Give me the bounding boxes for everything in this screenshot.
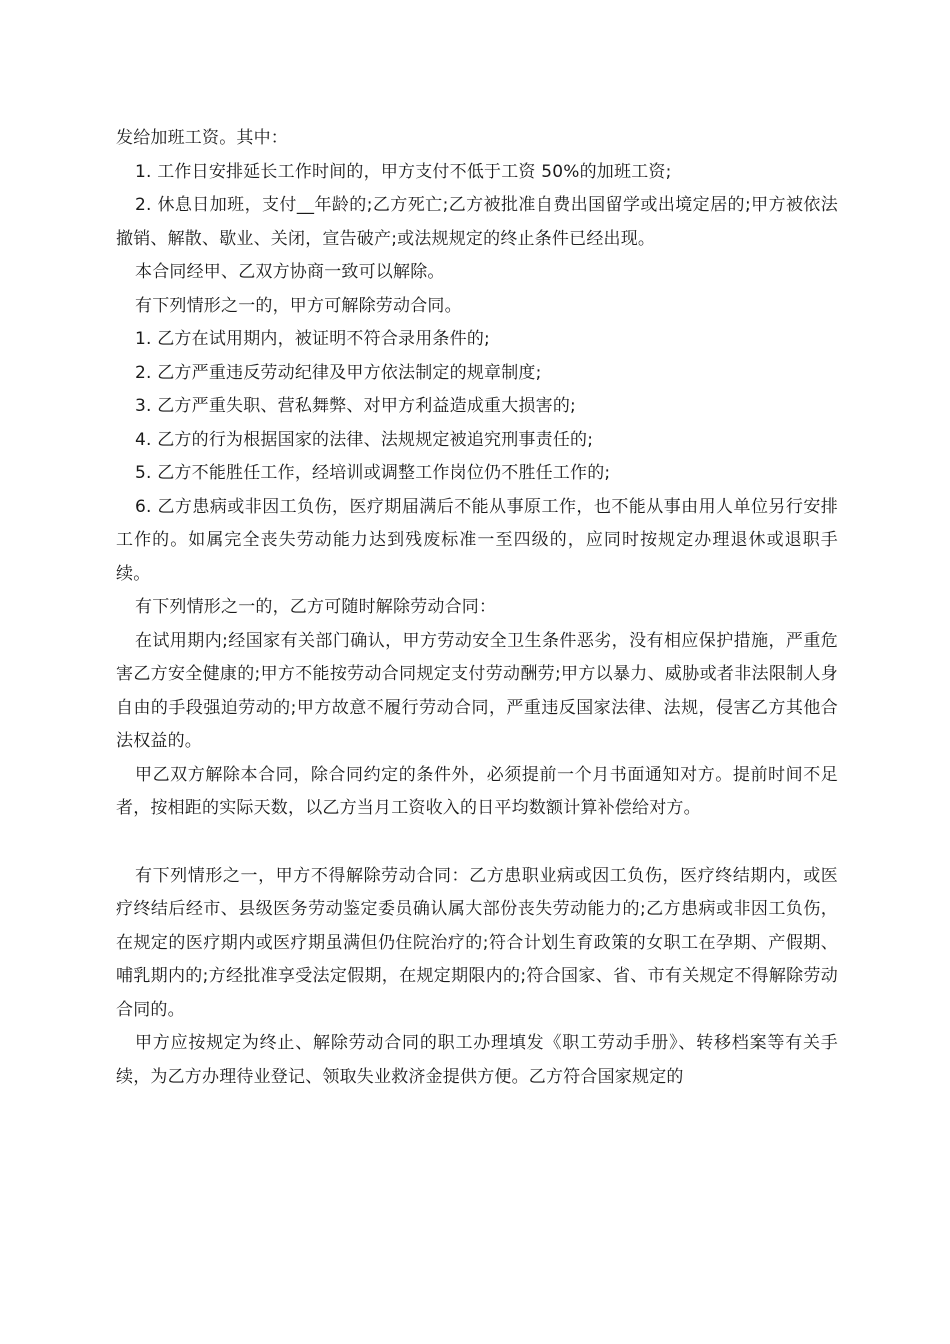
paragraph-employer-obligations: 甲方应按规定为终止、解除劳动合同的职工办理填发《职工劳动手册》、转移档案等有关手续，为乙方办理待业登记、领取失业救济金提供方便。乙方符合国家规定的 <box>116 1033 838 1087</box>
paragraph-employee-termination-heading: 有下列情形之一的，乙方可随时解除劳动合同： <box>135 597 497 617</box>
paragraph-mutual-termination: 本合同经甲、乙双方协商一致可以解除。 <box>135 262 445 282</box>
paragraph-employer-termination-1: 1. 乙方在试用期内，被证明不符合录用条件的; <box>135 329 490 349</box>
paragraph-employer-termination-3: 3. 乙方严重失职、营私舞弊、对甲方利益造成重大损害的; <box>135 396 576 416</box>
paragraph-employee-termination-conditions: 在试用期内;经国家有关部门确认，甲方劳动安全卫生条件恶劣，没有相应保护措施，严重危害乙方安全健康的;甲方不能按劳动合同规定支付劳动酬劳;甲方以暴力、威胁或者非法限制人身自由的手段强迫劳动的;甲方故意不履行劳动合同，严重违反国家法律、法规，侵害乙方其他合法权益的。 <box>116 630 838 751</box>
document-body <box>116 122 838 1094</box>
paragraph-employer-termination-4: 4. 乙方的行为根据国家的法律、法规规定被追究刑事责任的; <box>135 429 594 450</box>
paragraph-spacer <box>116 826 838 860</box>
paragraph-employer-termination-heading: 有下列情形之一的，甲方可解除劳动合同。 <box>135 295 462 316</box>
paragraph-intro: 发给加班工资。其中： <box>116 128 288 148</box>
paragraph-notice-period: 甲乙双方解除本合同，除合同约定的条件外，必须提前一个月书面通知对方。提前时间不足者，按相距的实际天数，以乙方当月工资收入的日平均数额计算补偿给对方。 <box>116 764 838 818</box>
paragraph-employer-termination-6: 6. 乙方患病或非因工负伤，医疗期届满后不能从事原工作，也不能从事由用人单位另行安排工作的。如属完全丧失劳动能力达到残废标准一至四级的，应同时按规定办理退休或退职手续。 <box>116 496 838 584</box>
paragraph-overtime-1: 1. 工作日安排延长工作时间的，甲方支付不低于工资 50%的加班工资; <box>135 161 672 182</box>
paragraph-overtime-2: 2. 休息日加班，支付__年龄的;乙方死亡;乙方被批准自费出国留学或出境定居的;甲方被依法撤销、解散、歇业、关闭，宣告破产;或法规规定的终止条件已经出现。 <box>116 195 838 249</box>
paragraph-employer-termination-2: 2. 乙方严重违反劳动纪律及甲方依法制定的规章制度; <box>135 362 542 383</box>
paragraph-prohibited-termination: 有下列情形之一，甲方不得解除劳动合同：乙方患职业病或因工负伤，医疗终结期内，或医疗终结后经市、县级医务劳动鉴定委员确认属大部份丧失劳动能力的;乙方患病或非因工负伤，在规定的医疗期内或医疗期虽满但仍住院治疗的;符合计划生育政策的女职工在孕期、产假期、哺乳期内的;方经批准享受法定假期，在规定期限内的;符合国家、省、市有关规定不得解除劳动合同的。 <box>116 865 838 1020</box>
paragraph-employer-termination-5: 5. 乙方不能胜任工作，经培训或调整工作岗位仍不胜任工作的; <box>135 463 611 483</box>
